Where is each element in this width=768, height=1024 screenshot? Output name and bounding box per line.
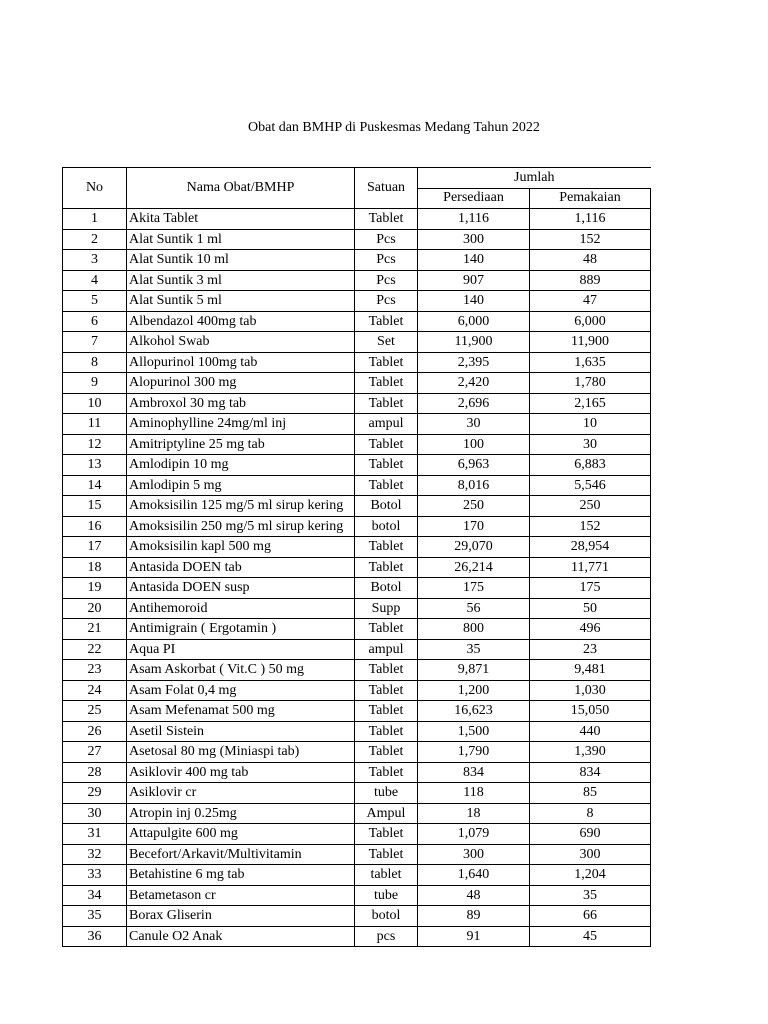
item-pemakaian: 6,000 <box>530 311 651 332</box>
item-unit: Ampul <box>355 803 418 824</box>
header-persediaan: Persediaan <box>418 188 530 209</box>
item-name: Amoksisilin kapl 500 mg <box>127 537 355 558</box>
item-name: Alkohol Swab <box>127 332 355 353</box>
item-name: Albendazol 400mg tab <box>127 311 355 332</box>
item-persediaan: 1,079 <box>418 824 530 845</box>
item-unit: Tablet <box>355 619 418 640</box>
row-number: 15 <box>63 496 127 517</box>
item-persediaan: 100 <box>418 434 530 455</box>
item-name: Antasida DOEN susp <box>127 578 355 599</box>
item-pemakaian: 28,954 <box>530 537 651 558</box>
item-unit: ampul <box>355 414 418 435</box>
header-jumlah: Jumlah <box>418 168 651 189</box>
item-name: Antihemoroid <box>127 598 355 619</box>
item-persediaan: 1,200 <box>418 680 530 701</box>
table-row <box>63 291 651 312</box>
item-name: Alat Suntik 3 ml <box>127 270 355 291</box>
table-row <box>63 701 651 722</box>
header-no: No <box>63 168 127 209</box>
item-name: Antasida DOEN tab <box>127 557 355 578</box>
item-unit: Tablet <box>355 680 418 701</box>
table-row <box>63 578 651 599</box>
table-row <box>63 332 651 353</box>
row-number: 33 <box>63 865 127 886</box>
row-number: 31 <box>63 824 127 845</box>
item-pemakaian: 23 <box>530 639 651 660</box>
item-name: Atropin inj 0.25mg <box>127 803 355 824</box>
item-persediaan: 35 <box>418 639 530 660</box>
item-pemakaian: 48 <box>530 250 651 271</box>
item-persediaan: 800 <box>418 619 530 640</box>
item-pemakaian: 250 <box>530 496 651 517</box>
item-name: Aminophylline 24mg/ml inj <box>127 414 355 435</box>
item-persediaan: 1,500 <box>418 721 530 742</box>
table-body <box>63 209 651 947</box>
item-unit: Set <box>355 332 418 353</box>
table-row <box>63 865 651 886</box>
table-row <box>63 885 651 906</box>
item-unit: Pcs <box>355 229 418 250</box>
item-name: Akita Tablet <box>127 209 355 230</box>
item-persediaan: 1,790 <box>418 742 530 763</box>
item-unit: Pcs <box>355 291 418 312</box>
row-number: 8 <box>63 352 127 373</box>
page-title: Obat dan BMHP di Puskesmas Medang Tahun 2022 <box>248 120 540 135</box>
item-name: Betametason cr <box>127 885 355 906</box>
item-pemakaian: 1,780 <box>530 373 651 394</box>
item-pemakaian: 2,165 <box>530 393 651 414</box>
item-unit: Tablet <box>355 434 418 455</box>
row-number: 30 <box>63 803 127 824</box>
item-pemakaian: 50 <box>530 598 651 619</box>
table-row <box>63 270 651 291</box>
item-pemakaian: 152 <box>530 516 651 537</box>
row-number: 35 <box>63 906 127 927</box>
table-row <box>63 844 651 865</box>
header-pemakaian: Pemakaian <box>530 188 651 209</box>
item-persediaan: 907 <box>418 270 530 291</box>
item-unit: Botol <box>355 496 418 517</box>
row-number: 32 <box>63 844 127 865</box>
item-persediaan: 30 <box>418 414 530 435</box>
row-number: 24 <box>63 680 127 701</box>
item-name: Alat Suntik 5 ml <box>127 291 355 312</box>
item-persediaan: 1,116 <box>418 209 530 230</box>
table-row <box>63 229 651 250</box>
item-name: Allopurinol 100mg tab <box>127 352 355 373</box>
item-persediaan: 834 <box>418 762 530 783</box>
item-pemakaian: 11,771 <box>530 557 651 578</box>
item-persediaan: 1,640 <box>418 865 530 886</box>
item-persediaan: 8,016 <box>418 475 530 496</box>
item-pemakaian: 85 <box>530 783 651 804</box>
item-persediaan: 91 <box>418 926 530 947</box>
item-persediaan: 56 <box>418 598 530 619</box>
item-pemakaian: 1,390 <box>530 742 651 763</box>
item-pemakaian: 8 <box>530 803 651 824</box>
item-name: Becefort/Arkavit/Multivitamin <box>127 844 355 865</box>
table-row <box>63 393 651 414</box>
item-unit: Pcs <box>355 250 418 271</box>
row-number: 18 <box>63 557 127 578</box>
item-pemakaian: 66 <box>530 906 651 927</box>
table-header <box>63 168 651 209</box>
item-unit: Tablet <box>355 311 418 332</box>
item-persediaan: 26,214 <box>418 557 530 578</box>
item-name: Antimigrain ( Ergotamin ) <box>127 619 355 640</box>
item-pemakaian: 6,883 <box>530 455 651 476</box>
item-persediaan: 140 <box>418 291 530 312</box>
item-name: Aqua PI <box>127 639 355 660</box>
item-unit: Tablet <box>355 701 418 722</box>
header-name: Nama Obat/BMHP <box>127 168 355 209</box>
item-name: Alopurinol 300 mg <box>127 373 355 394</box>
item-unit: botol <box>355 516 418 537</box>
item-name: Amoksisilin 250 mg/5 ml sirup kering <box>127 516 355 537</box>
table-row <box>63 598 651 619</box>
row-number: 1 <box>63 209 127 230</box>
row-number: 4 <box>63 270 127 291</box>
item-name: Asiklovir 400 mg tab <box>127 762 355 783</box>
item-unit: tube <box>355 885 418 906</box>
table-row <box>63 373 651 394</box>
table-row <box>63 352 651 373</box>
item-name: Alat Suntik 1 ml <box>127 229 355 250</box>
item-pemakaian: 496 <box>530 619 651 640</box>
item-pemakaian: 10 <box>530 414 651 435</box>
row-number: 23 <box>63 660 127 681</box>
item-pemakaian: 1,030 <box>530 680 651 701</box>
item-pemakaian: 9,481 <box>530 660 651 681</box>
row-number: 7 <box>63 332 127 353</box>
table-row <box>63 311 651 332</box>
item-persediaan: 6,963 <box>418 455 530 476</box>
table-row <box>63 496 651 517</box>
item-pemakaian: 175 <box>530 578 651 599</box>
item-persediaan: 48 <box>418 885 530 906</box>
table-row <box>63 680 651 701</box>
row-number: 13 <box>63 455 127 476</box>
row-number: 19 <box>63 578 127 599</box>
table-row <box>63 639 651 660</box>
item-pemakaian: 690 <box>530 824 651 845</box>
item-name: Asam Folat 0,4 mg <box>127 680 355 701</box>
item-unit: Tablet <box>355 660 418 681</box>
row-number: 20 <box>63 598 127 619</box>
row-number: 29 <box>63 783 127 804</box>
item-unit: botol <box>355 906 418 927</box>
item-unit: tube <box>355 783 418 804</box>
header-unit: Satuan <box>355 168 418 209</box>
item-persediaan: 300 <box>418 229 530 250</box>
table-row <box>63 619 651 640</box>
row-number: 5 <box>63 291 127 312</box>
row-number: 34 <box>63 885 127 906</box>
table-row <box>63 209 651 230</box>
item-pemakaian: 834 <box>530 762 651 783</box>
table-row <box>63 537 651 558</box>
item-pemakaian: 47 <box>530 291 651 312</box>
item-persediaan: 6,000 <box>418 311 530 332</box>
item-name: Alat Suntik 10 ml <box>127 250 355 271</box>
item-unit: Tablet <box>355 455 418 476</box>
table-row <box>63 516 651 537</box>
row-number: 22 <box>63 639 127 660</box>
item-persediaan: 29,070 <box>418 537 530 558</box>
item-name: Borax Gliserin <box>127 906 355 927</box>
item-name: Amlodipin 5 mg <box>127 475 355 496</box>
item-unit: tablet <box>355 865 418 886</box>
table-row <box>63 803 651 824</box>
item-pemakaian: 45 <box>530 926 651 947</box>
item-persediaan: 16,623 <box>418 701 530 722</box>
item-persediaan: 89 <box>418 906 530 927</box>
row-number: 26 <box>63 721 127 742</box>
item-pemakaian: 5,546 <box>530 475 651 496</box>
row-number: 27 <box>63 742 127 763</box>
item-unit: Tablet <box>355 844 418 865</box>
table-row <box>63 660 651 681</box>
table-row <box>63 475 651 496</box>
item-pemakaian: 152 <box>530 229 651 250</box>
row-number: 21 <box>63 619 127 640</box>
item-persediaan: 2,395 <box>418 352 530 373</box>
item-pemakaian: 11,900 <box>530 332 651 353</box>
item-persediaan: 2,420 <box>418 373 530 394</box>
table-row <box>63 250 651 271</box>
item-name: Ambroxol 30 mg tab <box>127 393 355 414</box>
row-number: 3 <box>63 250 127 271</box>
item-unit: Tablet <box>355 742 418 763</box>
table-row <box>63 906 651 927</box>
row-number: 11 <box>63 414 127 435</box>
table-row <box>63 824 651 845</box>
item-name: Asam Askorbat ( Vit.C ) 50 mg <box>127 660 355 681</box>
table-row <box>63 557 651 578</box>
table-row <box>63 926 651 947</box>
item-unit: Tablet <box>355 762 418 783</box>
table-row <box>63 434 651 455</box>
row-number: 14 <box>63 475 127 496</box>
item-unit: Tablet <box>355 557 418 578</box>
item-pemakaian: 440 <box>530 721 651 742</box>
item-persediaan: 140 <box>418 250 530 271</box>
item-persediaan: 18 <box>418 803 530 824</box>
item-persediaan: 9,871 <box>418 660 530 681</box>
item-unit: Tablet <box>355 352 418 373</box>
item-unit: Botol <box>355 578 418 599</box>
item-unit: Tablet <box>355 824 418 845</box>
medicine-table <box>62 167 651 947</box>
item-persediaan: 11,900 <box>418 332 530 353</box>
item-unit: pcs <box>355 926 418 947</box>
item-unit: Tablet <box>355 373 418 394</box>
table-row <box>63 783 651 804</box>
item-name: Amitriptyline 25 mg tab <box>127 434 355 455</box>
row-number: 12 <box>63 434 127 455</box>
item-name: Amoksisilin 125 mg/5 ml sirup kering <box>127 496 355 517</box>
item-unit: Tablet <box>355 475 418 496</box>
item-pemakaian: 1,204 <box>530 865 651 886</box>
item-name: Asetosal 80 mg (Miniaspi tab) <box>127 742 355 763</box>
item-name: Asam Mefenamat 500 mg <box>127 701 355 722</box>
table-row <box>63 455 651 476</box>
item-name: Canule O2 Anak <box>127 926 355 947</box>
item-pemakaian: 30 <box>530 434 651 455</box>
item-pemakaian: 889 <box>530 270 651 291</box>
row-number: 28 <box>63 762 127 783</box>
item-unit: Tablet <box>355 537 418 558</box>
item-pemakaian: 300 <box>530 844 651 865</box>
item-persediaan: 170 <box>418 516 530 537</box>
row-number: 36 <box>63 926 127 947</box>
item-unit: Supp <box>355 598 418 619</box>
item-pemakaian: 35 <box>530 885 651 906</box>
item-unit: Pcs <box>355 270 418 291</box>
item-persediaan: 175 <box>418 578 530 599</box>
row-number: 10 <box>63 393 127 414</box>
item-persediaan: 300 <box>418 844 530 865</box>
item-name: Amlodipin 10 mg <box>127 455 355 476</box>
table-row <box>63 742 651 763</box>
item-persediaan: 250 <box>418 496 530 517</box>
item-pemakaian: 1,116 <box>530 209 651 230</box>
table-row <box>63 414 651 435</box>
item-pemakaian: 15,050 <box>530 701 651 722</box>
item-unit: Tablet <box>355 393 418 414</box>
item-unit: Tablet <box>355 721 418 742</box>
row-number: 16 <box>63 516 127 537</box>
row-number: 17 <box>63 537 127 558</box>
item-pemakaian: 1,635 <box>530 352 651 373</box>
table-row <box>63 721 651 742</box>
row-number: 25 <box>63 701 127 722</box>
table-row <box>63 762 651 783</box>
row-number: 2 <box>63 229 127 250</box>
item-name: Asiklovir cr <box>127 783 355 804</box>
item-unit: Tablet <box>355 209 418 230</box>
item-persediaan: 118 <box>418 783 530 804</box>
item-name: Attapulgite 600 mg <box>127 824 355 845</box>
row-number: 6 <box>63 311 127 332</box>
row-number: 9 <box>63 373 127 394</box>
item-unit: ampul <box>355 639 418 660</box>
item-name: Betahistine 6 mg tab <box>127 865 355 886</box>
item-persediaan: 2,696 <box>418 393 530 414</box>
item-name: Asetil Sistein <box>127 721 355 742</box>
